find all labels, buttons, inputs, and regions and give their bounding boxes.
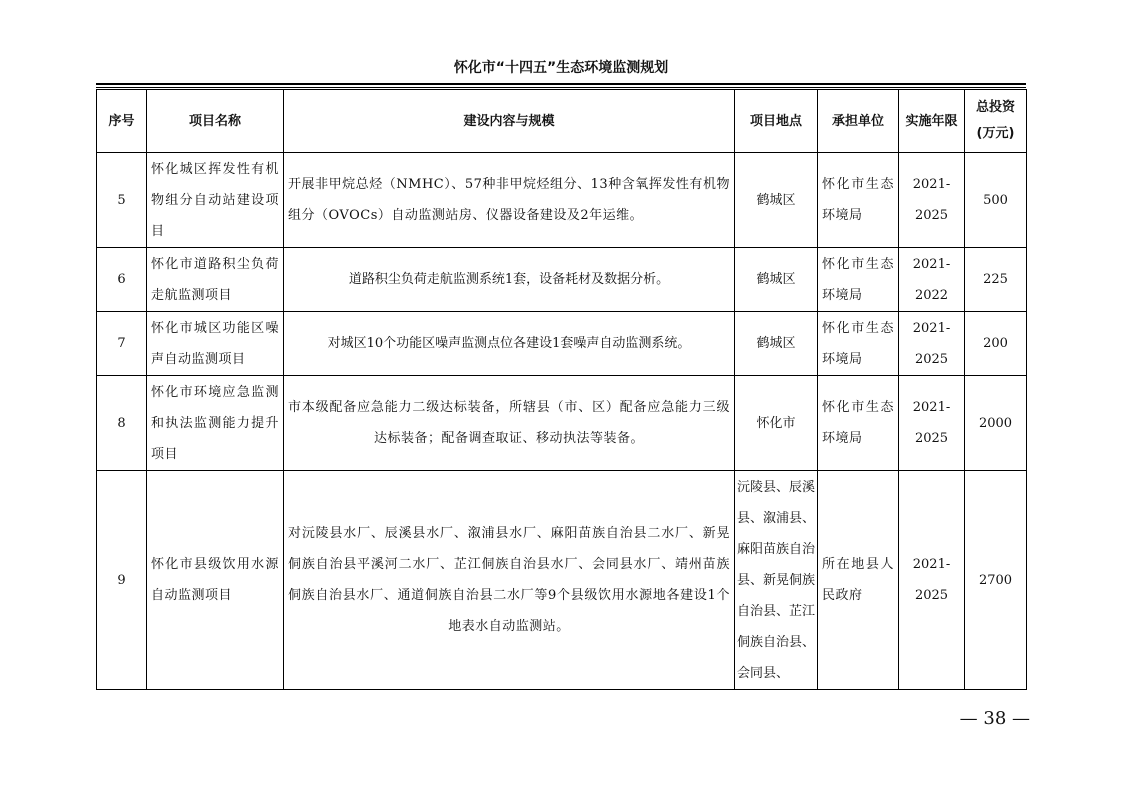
cell-content: 道路积尘负荷走航监测系统1套，设备耗材及数据分析。 <box>284 248 735 312</box>
col-header-location: 项目地点 <box>735 90 818 153</box>
cell-name: 怀化市城区功能区噪声自动监测项目 <box>147 312 284 376</box>
cell-investment: 225 <box>965 248 1027 312</box>
cell-investment: 2700 <box>965 471 1027 690</box>
col-header-name: 项目名称 <box>147 90 284 153</box>
cell-name: 怀化市道路积尘负荷走航监测项目 <box>147 248 284 312</box>
cell-unit: 怀化市生态环境局 <box>818 153 899 248</box>
cell-name: 怀化城区挥发性有机物组分自动站建设项目 <box>147 153 284 248</box>
cell-period: 2021-2022 <box>899 248 965 312</box>
cell-seq: 9 <box>97 471 147 690</box>
cell-investment: 2000 <box>965 376 1027 471</box>
col-header-investment <box>965 90 1027 153</box>
cell-period: 2021-2025 <box>899 376 965 471</box>
cell-unit: 怀化市生态环境局 <box>818 312 899 376</box>
col-header-unit: 承担单位 <box>818 90 899 153</box>
table-header-row <box>97 90 1027 153</box>
col-header-content: 建设内容与规模 <box>284 90 735 153</box>
cell-location <box>735 471 818 690</box>
cell-unit: 所在地县人民政府 <box>818 471 899 690</box>
cell-seq: 5 <box>97 153 147 248</box>
cell-unit: 怀化市生态环境局 <box>818 248 899 312</box>
table-row <box>97 248 1027 312</box>
header-rule-thick <box>96 83 1026 85</box>
cell-investment: 500 <box>965 153 1027 248</box>
cell-location: 鹤城区 <box>735 312 818 376</box>
cell-location: 鹤城区 <box>735 248 818 312</box>
table-row <box>97 153 1027 248</box>
page-header-title: 怀化市“十四五”生态环境监测规划 <box>453 60 669 76</box>
cell-investment: 200 <box>965 312 1027 376</box>
cell-content: 对城区10个功能区噪声监测点位各建设1套噪声自动监测系统。 <box>284 312 735 376</box>
cell-unit: 怀化市生态环境局 <box>818 376 899 471</box>
cell-period: 2021-2025 <box>899 471 965 690</box>
col-header-seq: 序号 <box>97 90 147 153</box>
cell-period: 2021-2025 <box>899 153 965 248</box>
cell-name: 怀化市县级饮用水源自动监测项目 <box>147 471 284 690</box>
col-header-investment-line1: 总投资 <box>975 100 1015 115</box>
table-row <box>97 376 1027 471</box>
cell-content: 开展非甲烷总烃（NMHC）、57种非甲烷烃组分、13种含氧挥发性有机物组分（OVOCs）自动监测站房、仪器设备建设及2年运维。 <box>284 153 735 248</box>
cell-location-text: 沅陵县、辰溪县、溆浦县、麻阳苗族自治县、新晃侗族自治县、芷江侗族自治县、会同县、 <box>737 480 815 681</box>
cell-seq: 7 <box>97 312 147 376</box>
cell-content: 市本级配备应急能力二级达标装备，所辖县（市、区）配备应急能力三级达标装备；配备调查取证、移动执法等装备。 <box>284 376 735 471</box>
cell-content: 对沅陵县水厂、辰溪县水厂、溆浦县水厂、麻阳苗族自治县二水厂、新晃侗族自治县平溪河二水厂、芷江侗族自治县水厂、会同县水厂、靖州苗族侗族自治县水厂、通道侗族自治县二水厂等9个县级饮用水源地各建设1个地表水自动监测站。 <box>284 471 735 690</box>
cell-period: 2021-2025 <box>899 312 965 376</box>
cell-name: 怀化市环境应急监测和执法监测能力提升项目 <box>147 376 284 471</box>
cell-location: 鹤城区 <box>735 153 818 248</box>
cell-location: 怀化市 <box>735 376 818 471</box>
project-table <box>96 89 1027 690</box>
col-header-period: 实施年限 <box>899 90 965 153</box>
table-row <box>97 312 1027 376</box>
page-number: — 38 — <box>959 708 1030 729</box>
table-row <box>97 471 1027 690</box>
header-rule-thin <box>96 87 1026 88</box>
cell-seq: 6 <box>97 248 147 312</box>
cell-seq: 8 <box>97 376 147 471</box>
col-header-investment-line2: (万元) <box>976 126 1015 141</box>
